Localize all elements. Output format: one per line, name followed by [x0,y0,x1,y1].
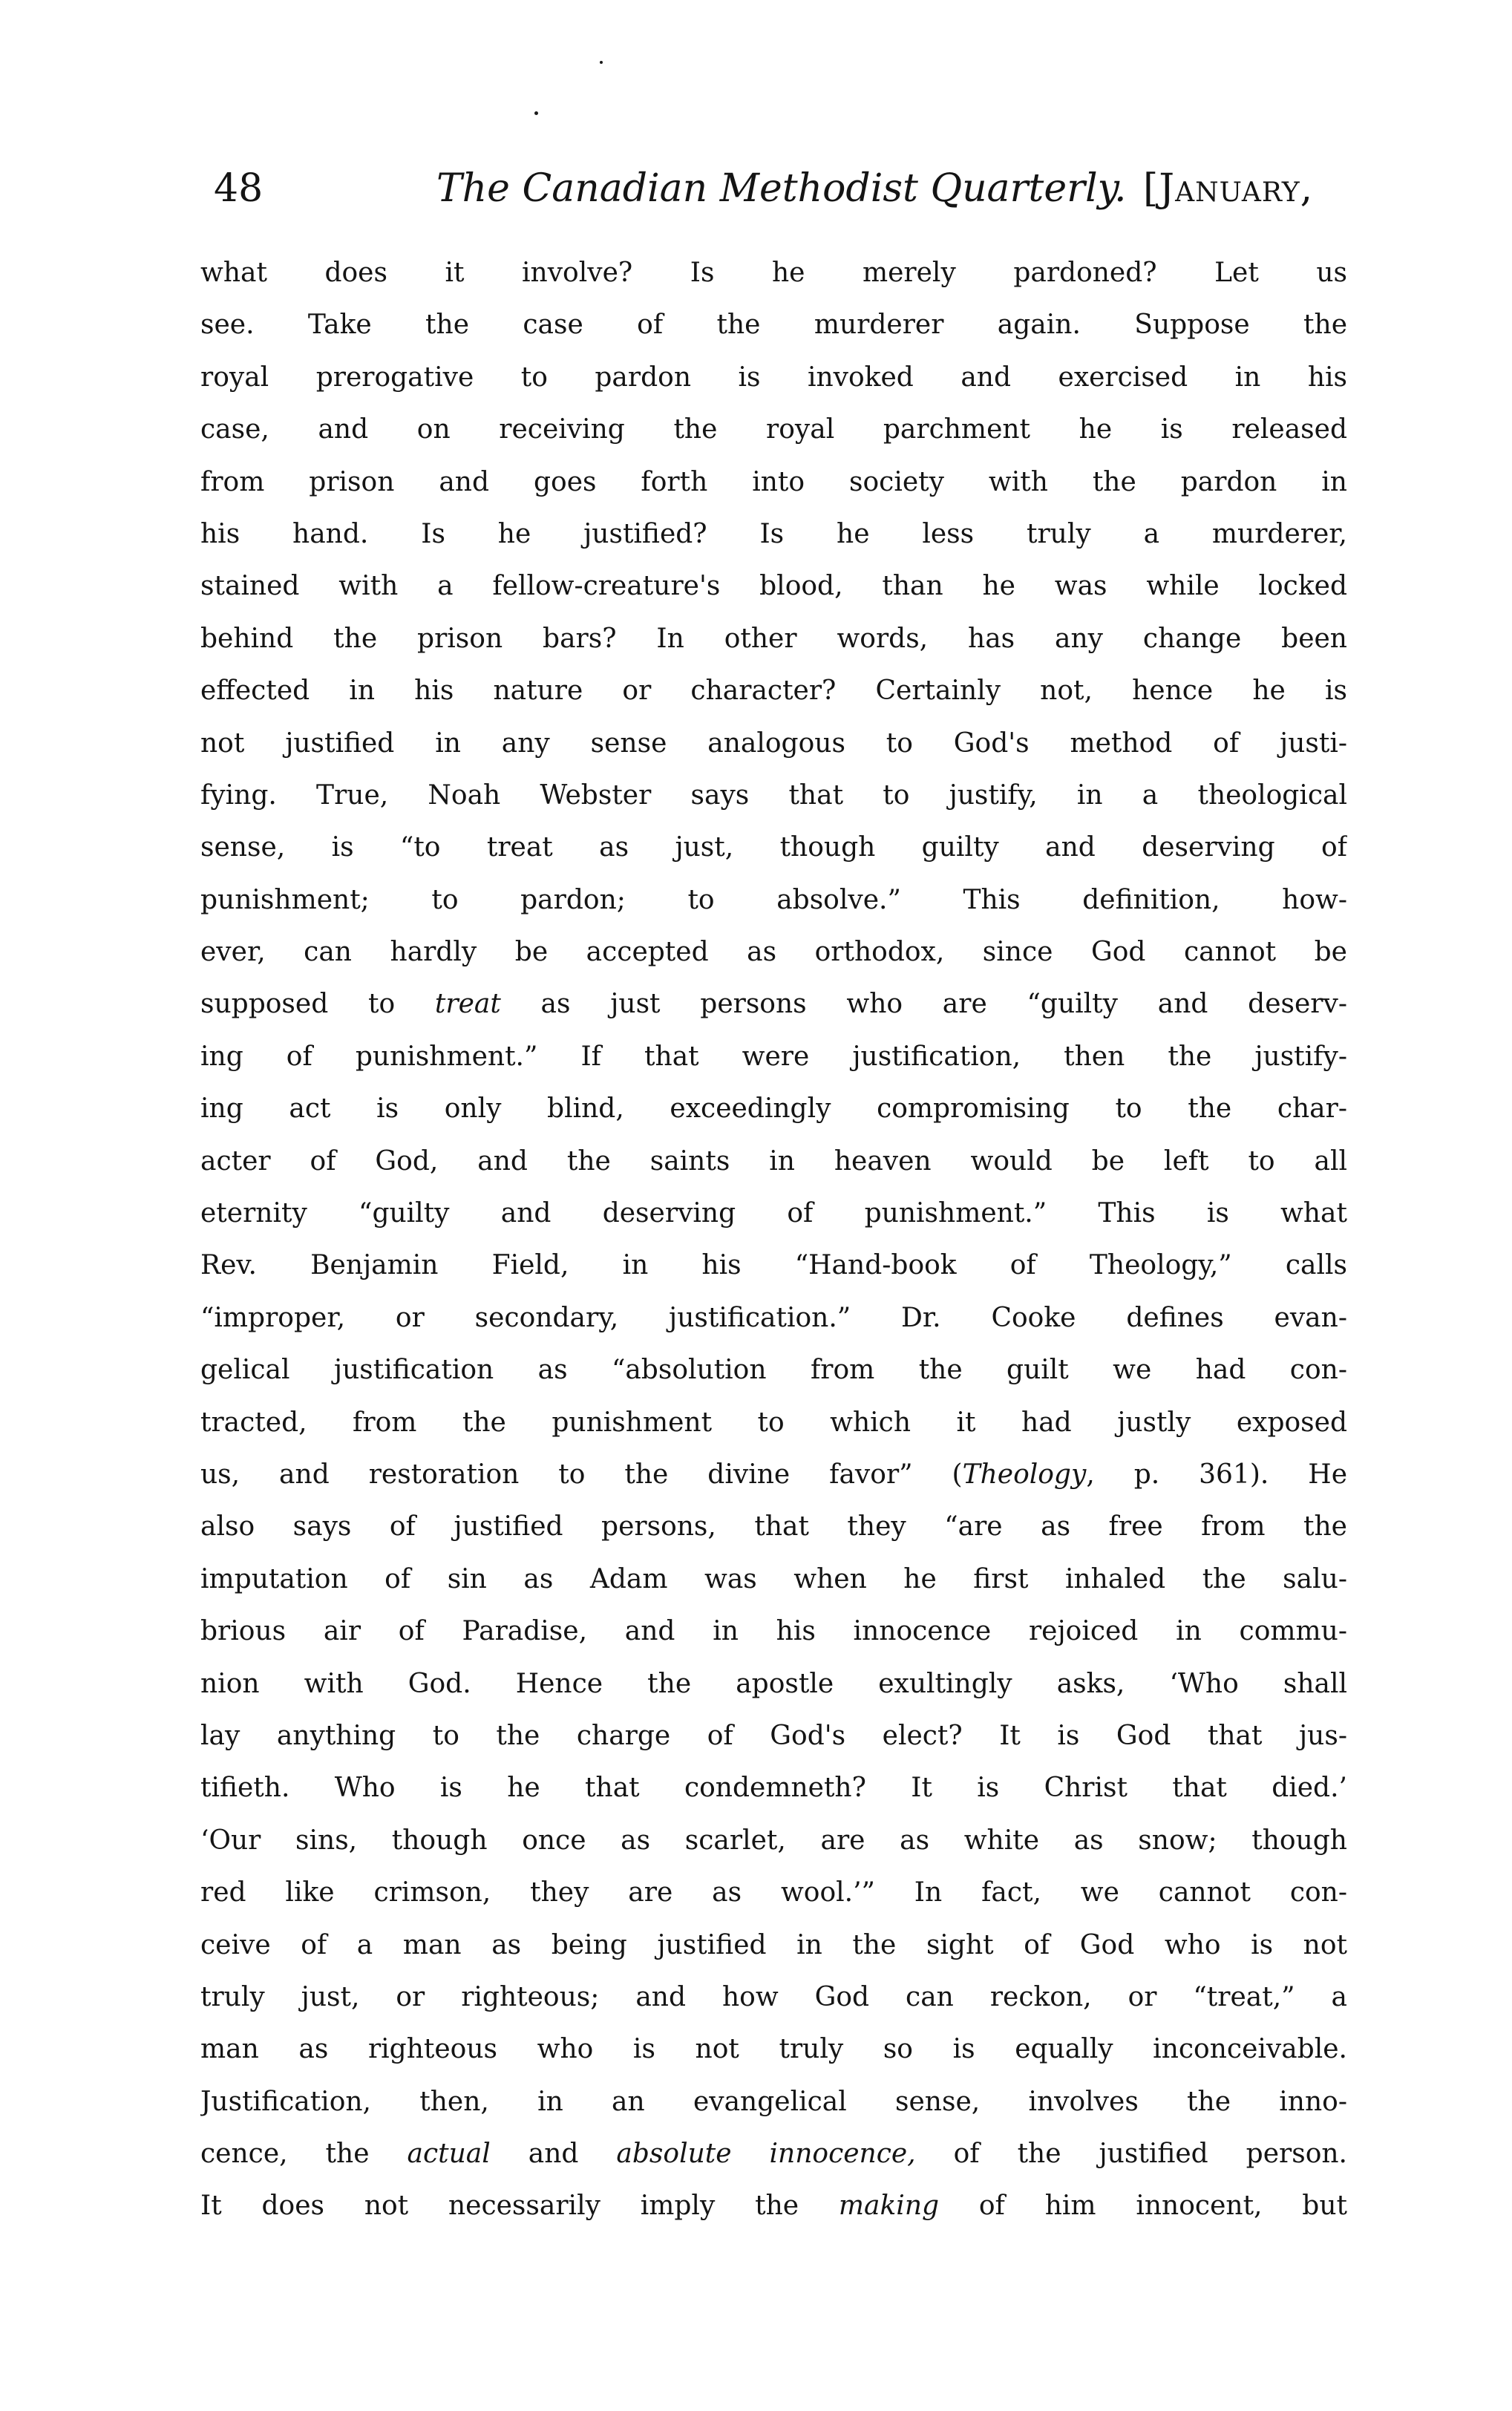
body-text [200,247,1347,2233]
text-run: royal prerogative to pardon is invoked and exercised in his [200,362,1347,393]
text-line [200,1972,1347,2024]
text-run: nion with God. Hence the apostle exultingly asks, ‘Who shall [200,1668,1347,1699]
text-run: brious air of Paradise, and in his innocence rejoiced in commu- [200,1616,1347,1647]
text-run: punishment; to pardon; to absolve.” This definition, how- [200,884,1347,915]
text-line [200,1136,1347,1188]
text-run: of the justified person. [915,2139,1347,2170]
text-line [200,1292,1347,1344]
text-run: truly just, or righteous; and how God can reckon, or “treat,” a [200,1981,1347,2012]
text-line [200,247,1347,299]
text-run: behind the prison bars? In other words, has any change been [200,623,1347,654]
text-run: man as righteous who is not truly so is equally inconceivable. [200,2034,1347,2065]
text-line [200,1501,1347,1553]
italic-run: Theology [962,1459,1087,1490]
text-run: case, and on receiving the royal parchment he is released [200,414,1347,445]
text-line [200,1397,1347,1449]
text-line [200,404,1347,456]
text-line [200,1083,1347,1135]
text-run: ceive of a man as being justified in the sight of God who is not [200,1929,1347,1960]
text-run: from prison and goes forth into society with the pardon in [200,466,1347,497]
text-line [200,2128,1347,2180]
text-run: of him innocent, but [939,2191,1347,2222]
text-line [200,352,1347,404]
text-run: ever, can hardly be accepted as orthodox, since God cannot be [200,937,1347,968]
text-run: what does it involve? Is he merely pardoned? Let us [200,258,1347,288]
running-head [200,157,1347,220]
text-run: tifieth. Who is he that condemneth? It is Christ that died.’ [200,1773,1347,1804]
text-run: ing of punishment.” If that were justification, then the justify- [200,1041,1347,1072]
text-run: ‘Our sins, though once as scarlet, are as white as snow; though [200,1825,1347,1856]
text-line [200,457,1347,508]
text-run: , p. 361). He [1086,1459,1347,1490]
text-run: lay anything to the charge of God's elect? It is God that jus- [200,1720,1347,1751]
page-number: 48 [214,166,264,211]
text-run: see. Take the case of the murderer again. Suppose the [200,310,1347,341]
italic-run: absolute innocence, [616,2139,916,2170]
text-line [200,299,1347,351]
text-run: acter of God, and the saints in heaven would be left to all [200,1145,1347,1177]
text-run: effected in his nature or character? Certainly not, hence he is [200,675,1347,707]
print-speck [600,61,603,64]
text-line [200,1710,1347,1762]
text-line [200,1920,1347,1972]
text-line [200,613,1347,665]
text-run: sense, is “to treat as just, though guilty and deserving of [200,832,1347,863]
text-line [200,770,1347,822]
text-line [200,926,1347,978]
text-line [200,2180,1347,2232]
text-line [200,1449,1347,1501]
text-line [200,718,1347,770]
italic-run: treat [434,989,501,1020]
text-line [200,1554,1347,1606]
text-run: us, and restoration to the divine favor” ( [200,1459,963,1490]
text-line [200,2024,1347,2075]
text-run: eternity “guilty and deserving of punishment.” This is what [200,1198,1347,1229]
text-line [200,508,1347,560]
text-line [200,2076,1347,2128]
text-run: red like crimson, they are as wool.’” In fact, we cannot con- [200,1877,1347,1908]
text-run: tracted, from the punishment to which it had justly exposed [200,1407,1347,1438]
text-line [200,822,1347,874]
text-line [200,1344,1347,1396]
text-run: not justified in any sense analogous to God's method of justi- [200,727,1347,759]
journal-title: The Canadian Methodist Quarterly. [436,166,1127,211]
italic-run: actual [407,2139,491,2170]
text-run: cence, the [200,2139,408,2170]
text-run: also says of justified persons, that they “are as free from the [200,1511,1347,1543]
text-run: ing act is only blind, exceedingly compromising to the char- [200,1093,1347,1125]
italic-run: making [838,2191,940,2222]
text-line [200,874,1347,926]
text-line [200,560,1347,612]
text-line [200,1606,1347,1658]
text-line [200,1240,1347,1292]
text-run: gelical justification as “absolution from the guilt we had con- [200,1355,1347,1386]
text-run: It does not necessarily imply the [200,2191,839,2222]
print-speck [534,111,538,115]
text-line [200,1031,1347,1083]
text-run: fying. True, Noah Webster says that to justify, in a theological [200,779,1347,811]
text-line [200,978,1347,1030]
issue-month: [January, [1143,166,1314,211]
text-line [200,1658,1347,1710]
text-run: Rev. Benjamin Field, in his “Hand-book of Theology,” calls [200,1250,1347,1281]
text-run: imputation of sin as Adam was when he first inhaled the salu- [200,1563,1347,1594]
text-line [200,1762,1347,1814]
text-run: his hand. Is he justified? Is he less truly a murderer, [200,518,1347,549]
text-line [200,1188,1347,1240]
text-run: and [490,2139,617,2170]
text-run: as just persons who are “guilty and deserv- [500,989,1347,1020]
text-line [200,1867,1347,1919]
text-line [200,1815,1347,1867]
text-run: “improper, or secondary, justification.” Dr. Cooke defines evan- [200,1302,1347,1333]
text-run: supposed to [200,989,435,1020]
text-line [200,665,1347,717]
text-run: Justification, then, in an evangelical sense, involves the inno- [200,2086,1347,2117]
text-run: stained with a fellow-creature's blood, than he was while locked [200,571,1347,602]
